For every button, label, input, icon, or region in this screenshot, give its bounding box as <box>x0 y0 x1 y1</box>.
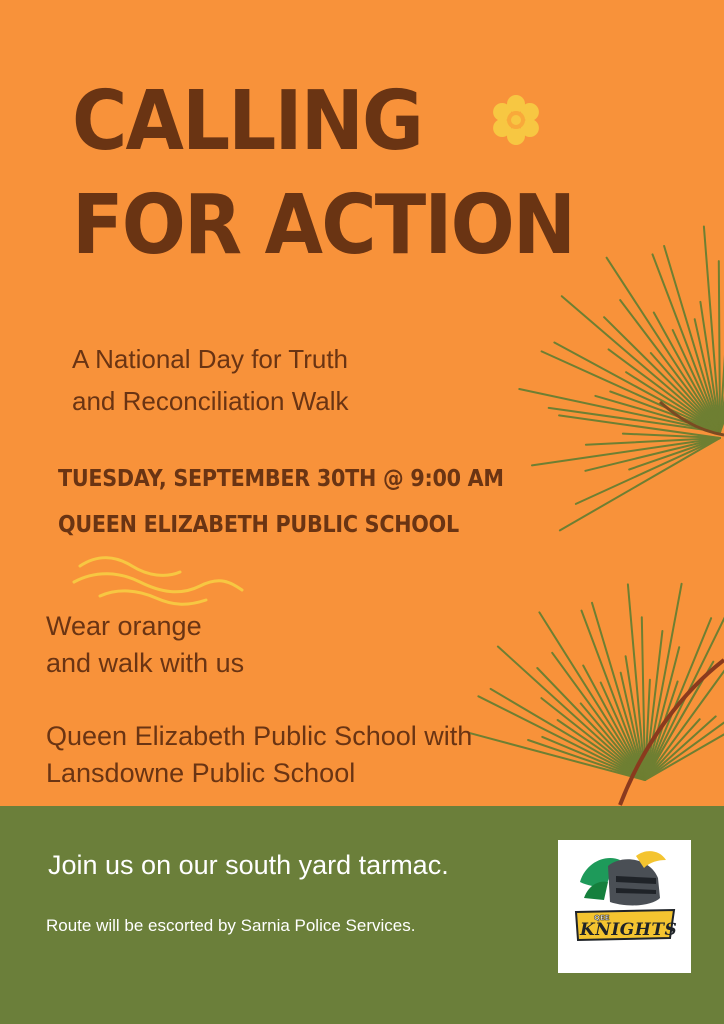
event-location: QUEEN ELIZABETH PUBLIC SCHOOL <box>58 512 459 538</box>
join-us-text: Join us on our south yard tarmac. <box>48 850 449 880</box>
participating-schools <box>46 718 472 792</box>
logo-wordmark: KNIGHTS <box>580 920 678 940</box>
logo-small-text: QEE <box>594 914 610 922</box>
schools-line-1: Queen Elizabeth Public School with <box>46 721 473 751</box>
pine-needle <box>719 261 720 432</box>
title-line-1: CALLING <box>72 74 423 169</box>
wear-line-2: and walk with us <box>46 648 245 678</box>
knight-helmet-logo <box>558 840 691 973</box>
event-date-time: TUESDAY, SEPTEMBER 30TH @ 9:00 AM <box>58 466 504 492</box>
subtitle-line-2: and Reconciliation Walk <box>72 386 349 416</box>
route-escort-text: Route will be escorted by Sarnia Police Services. <box>46 916 416 935</box>
flower-icon <box>488 92 544 148</box>
event-subtitle <box>72 338 349 422</box>
pine-branch-illustration <box>470 220 724 810</box>
event-details <box>58 456 504 548</box>
school-logo <box>558 840 691 973</box>
pine-needle <box>478 696 645 780</box>
pine-needle <box>560 438 720 530</box>
wave-decoration <box>70 552 250 608</box>
schools-line-2: Lansdowne Public School <box>46 758 356 788</box>
wear-line-1: Wear orange <box>46 611 202 641</box>
subtitle-line-1: A National Day for Truth <box>72 344 349 374</box>
wear-orange-text <box>46 608 244 682</box>
title-line-2: FOR ACTION <box>72 178 575 273</box>
pine-needle <box>562 296 720 432</box>
